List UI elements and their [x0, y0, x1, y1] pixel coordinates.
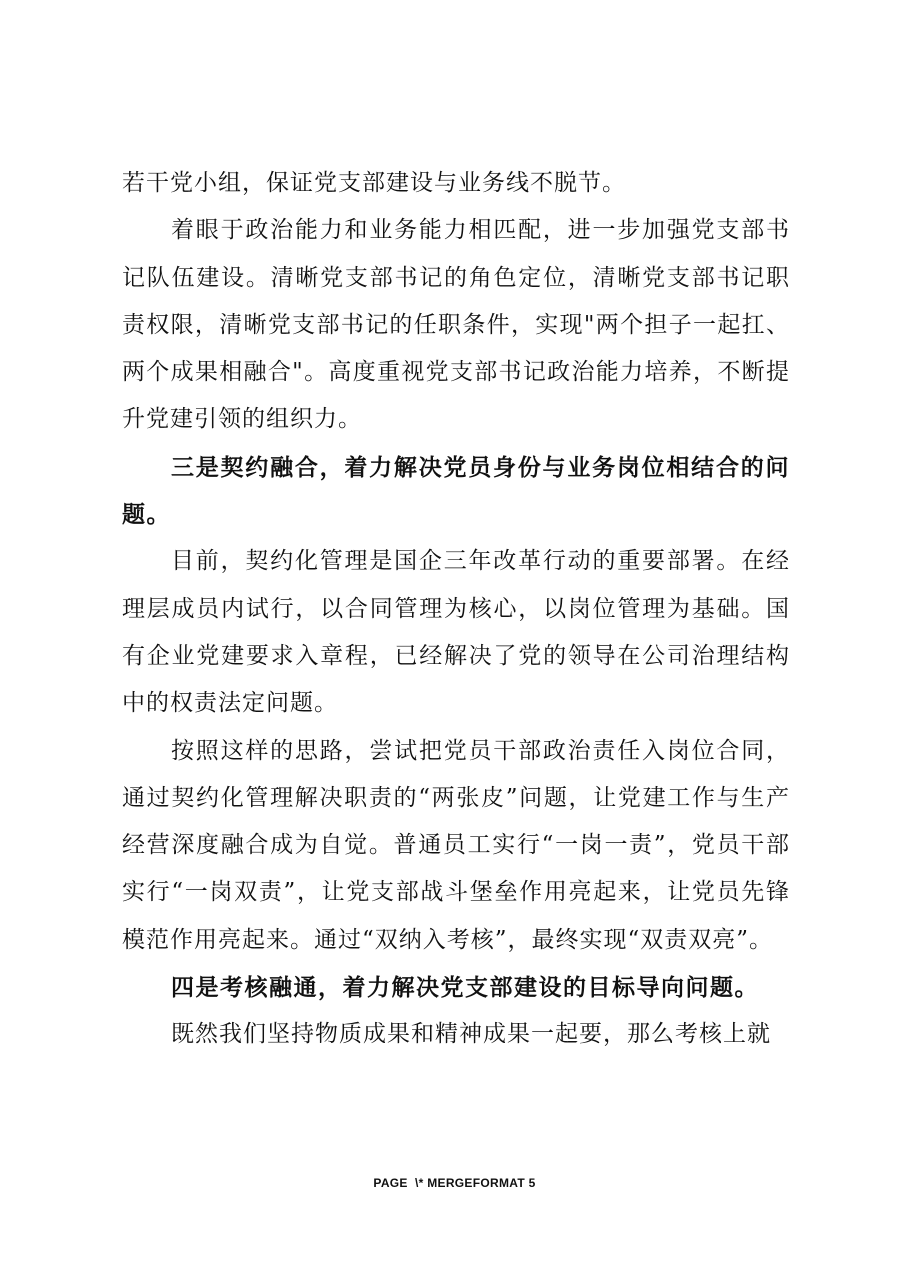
paragraph-5: 按照这样的思路，尝试把党员干部政治责任入岗位合同，通过契约化管理解决职责的“两张皮”问题，让党建工作与生产经营深度融合成为自觉。普通员工实行“一岗一责”，党员干部实行“一岗双责”，让党支部战斗堡垒作用亮起来，让党员先锋模范作用亮起来。通过“双纳入考核”，最终实现“双责双亮”。	[122, 737, 790, 953]
document-body	[122, 160, 790, 1059]
paragraph-7: 既然我们坚持物质成果和精神成果一起要，那么考核上就	[171, 1021, 771, 1048]
paragraph-4: 目前，契约化管理是国企三年改革行动的重要部署。在经理层成员内试行，以合同管理为核心，以岗位管理为基础。国有企业党建要求入章程，已经解决了党的领导在公司治理结构中的权责法定问题。	[122, 548, 790, 717]
paragraph-1: 若干党小组，保证党支部建设与业务线不脱节。	[122, 170, 626, 196]
paragraph-2: 着眼于政治能力和业务能力相匹配，进一步加强党支部书记队伍建设。清晰党支部书记的角色定位，清晰党支部书记职责权限，清晰党支部书记的任职条件，实现"两个担子一起扛、两个成果相融合"。高度重视党支部书记政治能力培养，不断提升党建引领的组织力。	[122, 217, 790, 433]
page-footer: PAGE \* MERGEFORMAT 5	[373, 1176, 536, 1190]
section-heading-4: 四是考核融通，着力解决党支部建设的目标导向问题。	[171, 974, 759, 1002]
section-heading-3: 三是契约融合，着力解决党员身份与业务岗位相结合的问题。	[122, 453, 790, 529]
